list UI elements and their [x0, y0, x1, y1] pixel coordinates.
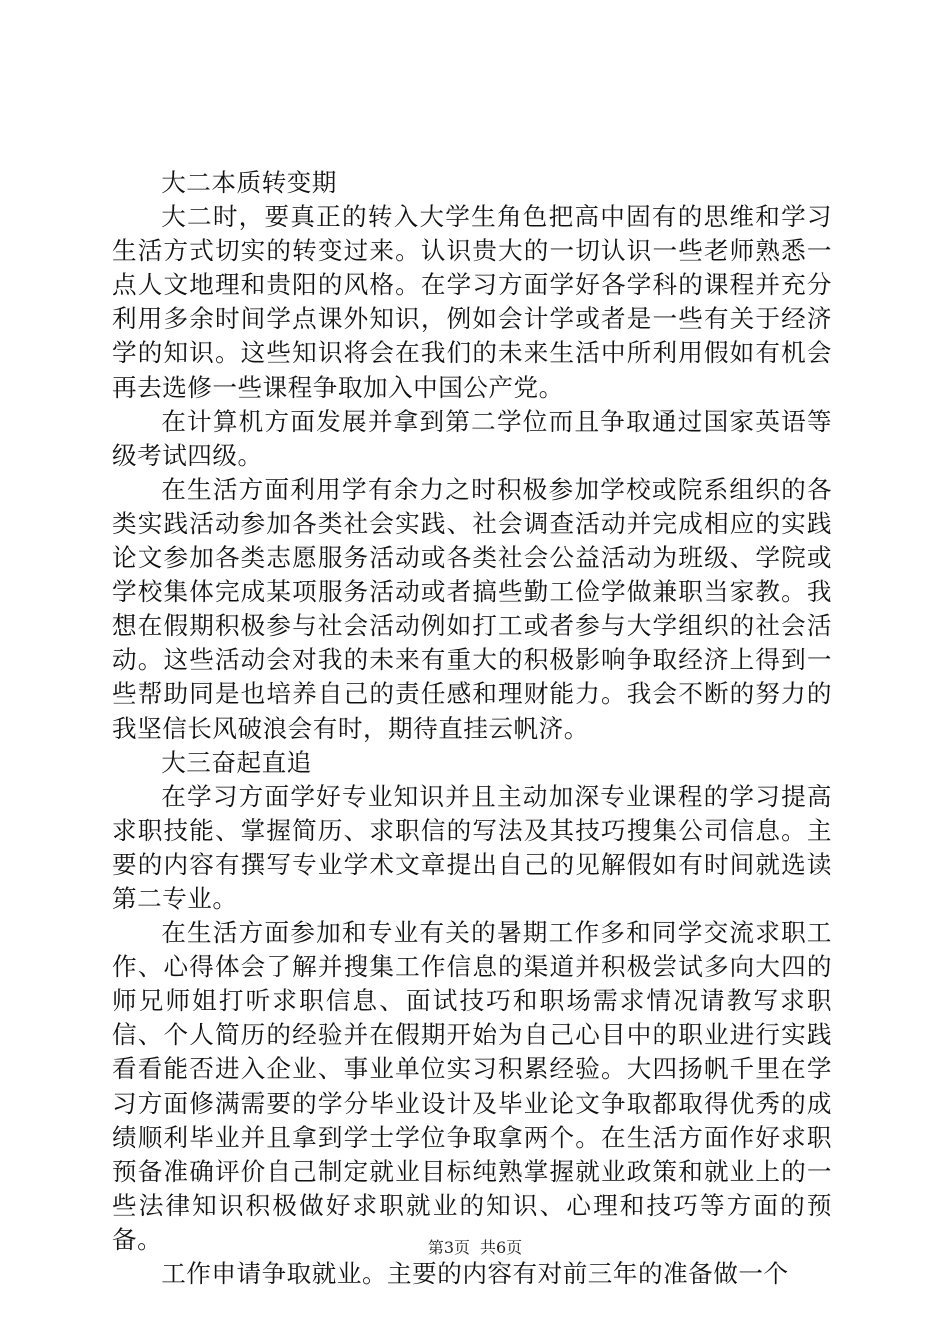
section-heading-sophomore: 大二本质转变期 [161, 168, 337, 197]
page-number-current: 第3页 [427, 1238, 470, 1257]
document-body [112, 166, 832, 1291]
paragraph: 在计算机方面发展并拿到第二学位而且争取通过国家英语等级考试四级。 [112, 406, 832, 470]
paragraph: 大二时，要真正的转入大学生角色把高中固有的思维和学习生活方式切实的转变过来。认识贵大的一切认识一些老师熟悉一点人文地理和贵阳的风格。在学习方面学好各学科的课程并充分利用多余时间学点课外知识，例如会计学或者是一些有关于经济学的知识。这些知识将会在我们的未来生活中所利用假如有机会再去选修一些课程争取加入中国公产党。 [112, 202, 832, 402]
paragraph: 在生活方面利用学有余力之时积极参加学校或院系组织的各类实践活动参加各类社会实践、社会调查活动并完成相应的实践论文参加各类志愿服务活动或各类社会公益活动为班级、学院或学校集体完成某项服务活动或者搞些勤工俭学做兼职当家教。我想在假期积极参与社会活动例如打工或者参与大学组织的社会活动。这些活动会对我的未来有重大的积极影响争取经济上得到一些帮助同是也培养自己的责任感和理财能力。我会不断的努力的我坚信长风破浪会有时，期待直挂云帆济。 [112, 474, 832, 743]
paragraph: 在生活方面参加和专业有关的暑期工作多和同学交流求职工作、心得体会了解并搜集工作信息的渠道并积极尝试多向大四的师兄师姐打听求职信息、面试技巧和职场需求情况请教写求职信、个人简历的经验并在假期开始为自己心目中的职业进行实践看看能否进入企业、事业单位实习积累经验。大四扬帆千里在学习方面修满需要的学分毕业设计及毕业论文争取都取得优秀的成绩顺利毕业并且拿到学士学位争取拿两个。在生活方面作好求职预备准确评价自己制定就业目标纯熟掌握就业政策和就业上的一些法律知识积极做好求职就业的知识、心理和技巧等方面的预备。 [112, 918, 832, 1254]
page-footer [0, 1235, 950, 1258]
section-heading-junior: 大三奋起直追 [161, 747, 312, 777]
page-number-total: 共6页 [480, 1238, 523, 1257]
paragraph: 在学习方面学好专业知识并且主动加深专业课程的学习提高求职技能、掌握简历、求职信的写法及其技巧搜集公司信息。主要的内容有撰写专业学术文章提出自己的见解假如有时间就选读第二专业。 [112, 781, 832, 913]
paragraph: 工作申请争取就业。主要的内容有对前三年的准备做一个 [161, 1259, 789, 1288]
